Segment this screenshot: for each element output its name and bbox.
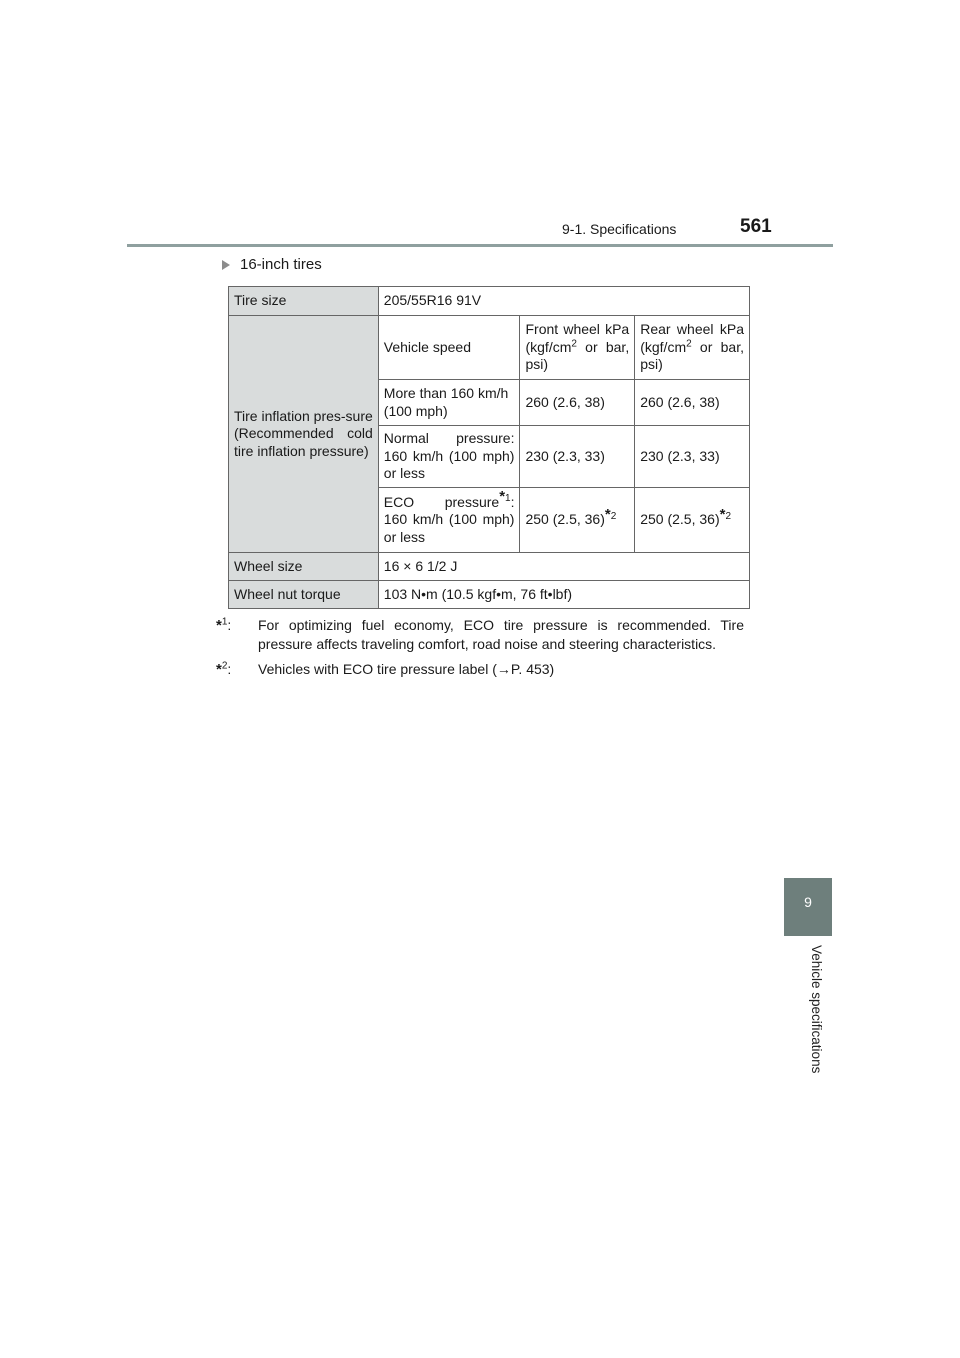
footnote-2 <box>216 660 744 679</box>
rear-value-text: 250 (2.5, 36) <box>640 511 720 528</box>
rear-value-cell: 230 (2.3, 33) <box>635 426 750 488</box>
col-header-front-suffix: or bar, psi) <box>525 338 630 373</box>
tire-size-value: 205/55R16 91V <box>378 287 749 316</box>
col-header-speed: Vehicle speed <box>378 316 520 380</box>
asterisk: * <box>499 488 506 506</box>
eco-pressure-text: ECO pressure <box>383 493 500 510</box>
footnote-ref <box>719 505 732 523</box>
footnote-text: Vehicles with ECO tire pressure label (→P. 453) <box>258 661 555 677</box>
chapter-number: 9 <box>804 894 812 910</box>
footnote-ref <box>604 505 617 523</box>
table-row <box>229 581 750 609</box>
tire-size-label: Tire size <box>229 287 379 316</box>
wheel-size-label: Wheel size <box>229 553 379 581</box>
footnote-text: For optimizing fuel economy, ECO tire pressure is recommended. Tire pressure affects traveling comfort, road noise and steering characteristics. <box>258 617 744 652</box>
chapter-tab <box>784 878 832 936</box>
col-header-rear-suffix: or bar, psi) <box>640 338 744 373</box>
front-value-cell: 260 (2.6, 38) <box>520 380 635 426</box>
chapter-label: Vehicle specifications <box>809 945 824 1074</box>
table-row <box>229 553 750 581</box>
footnote-number: 2 <box>725 510 732 522</box>
footnote-number: 2 <box>610 510 617 522</box>
header-section-title: 9-1. Specifications <box>562 221 677 237</box>
nut-torque-value: 103 N•m (10.5 kgf•m, 76 ft•lbf) <box>378 581 749 609</box>
table-row <box>229 287 750 316</box>
header-divider <box>127 244 833 247</box>
section-heading-text: 16-inch tires <box>240 256 322 273</box>
asterisk: * <box>719 505 726 523</box>
superscript: 2 <box>686 338 692 350</box>
speed-cell: Normal pressure: 160 km/h (100 mph) or less <box>378 426 520 488</box>
tire-spec-table <box>228 286 750 609</box>
footnote-number: 2 <box>221 660 228 672</box>
footnote-ref <box>499 488 511 506</box>
asterisk: * <box>604 505 611 523</box>
section-heading <box>222 256 322 273</box>
speed-cell: More than 160 km/h (100 mph) <box>378 380 520 426</box>
asterisk: * <box>216 661 222 678</box>
rear-value-cell <box>635 488 750 553</box>
inflation-pressure-label: Tire inflation pres-sure (Recommended cold tire inflation pressure) <box>229 316 379 553</box>
triangle-bullet-icon <box>222 260 230 270</box>
front-value-cell <box>520 488 635 553</box>
col-header-rear-text: Rear wheel kPa (kgf/cm <box>640 321 744 355</box>
col-header-front-text: Front wheel kPa (kgf/cm <box>525 321 630 355</box>
page-number: 561 <box>740 216 772 237</box>
footnote-marker: *$^2$: <box>216 660 232 678</box>
table-row <box>229 316 750 380</box>
superscript: 2 <box>571 338 577 350</box>
footnote-marker: *$^1$: <box>216 616 232 634</box>
nut-torque-label: Wheel nut torque <box>229 581 379 609</box>
rear-value-cell: 260 (2.6, 38) <box>635 380 750 426</box>
footnote-1 <box>216 616 744 654</box>
footnote-number: 1 <box>221 616 228 628</box>
front-value-cell: 230 (2.3, 33) <box>520 426 635 488</box>
col-header-front <box>520 316 635 380</box>
footnote-number: 1 <box>505 493 511 505</box>
wheel-size-value: 16 × 6 1/2 J <box>378 553 749 581</box>
col-header-rear <box>635 316 750 380</box>
front-value-text: 250 (2.5, 36) <box>525 511 605 528</box>
eco-pressure-suffix: : 160 km/h (100 mph) or less <box>383 493 515 545</box>
speed-cell <box>378 488 520 553</box>
asterisk: * <box>216 617 222 634</box>
